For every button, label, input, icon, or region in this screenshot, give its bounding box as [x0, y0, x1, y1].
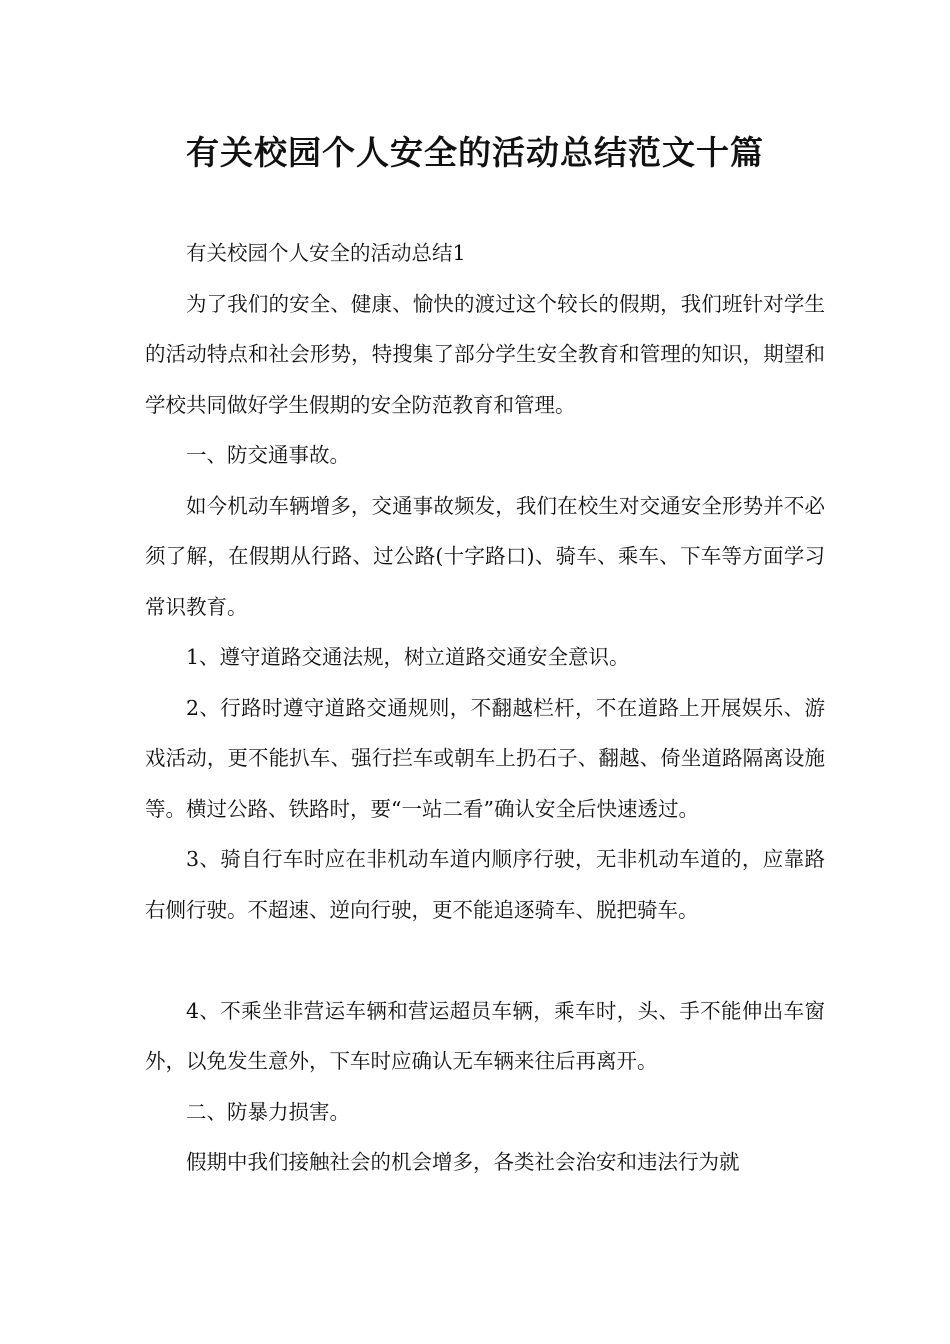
list-item: 3、骑自行车时应在非机动车道内顺序行驶，无非机动车道的，应靠路右侧行驶。不超速、逆向行驶，更不能追逐骑车、脱把骑车。 [145, 847, 825, 922]
paragraph: 如今机动车辆增多，交通事故频发，我们在校生对交通安全形势并不必须了解，在假期从行路、过公路(十字路口)、骑车、乘车、下车等方面学习常识教育。 [145, 493, 825, 619]
list-item: 2、行路时遵守道路交通规则，不翻越栏杆，不在道路上开展娱乐、游戏活动，更不能扒车、强行拦车或朝车上扔石子、翻越、倚坐道路隔离设施等。横过公路、铁路时，要“一站二看”确认安全后快速透过。 [145, 695, 825, 821]
list-item: 4、不乘坐非营运车辆和营运超员车辆，乘车时，头、手不能伸出车窗外，以免发生意外，下车时应确认无车辆来往后再离开。 [145, 998, 825, 1073]
document-title: 有关校园个人安全的活动总结范文十篇 [186, 133, 764, 172]
paragraph: 为了我们的安全、健康、愉快的渡过这个较长的假期，我们班针对学生的活动特点和社会形势，特搜集了部分学生安全教育和管理的知识，期望和学校共同做好学生假期的安全防范教育和管理。 [145, 291, 825, 417]
section-heading: 一、防交通事故。 [186, 443, 350, 467]
list-item: 1、遵守道路交通法规，树立道路交通安全意识。 [186, 645, 630, 669]
section-heading: 有关校园个人安全的活动总结1 [186, 241, 466, 265]
section-heading: 二、防暴力损害。 [186, 1099, 350, 1124]
document-body [145, 228, 825, 1188]
paragraph: 假期中我们接触社会的机会增多，各类社会治安和违法行为就 [186, 1150, 740, 1174]
